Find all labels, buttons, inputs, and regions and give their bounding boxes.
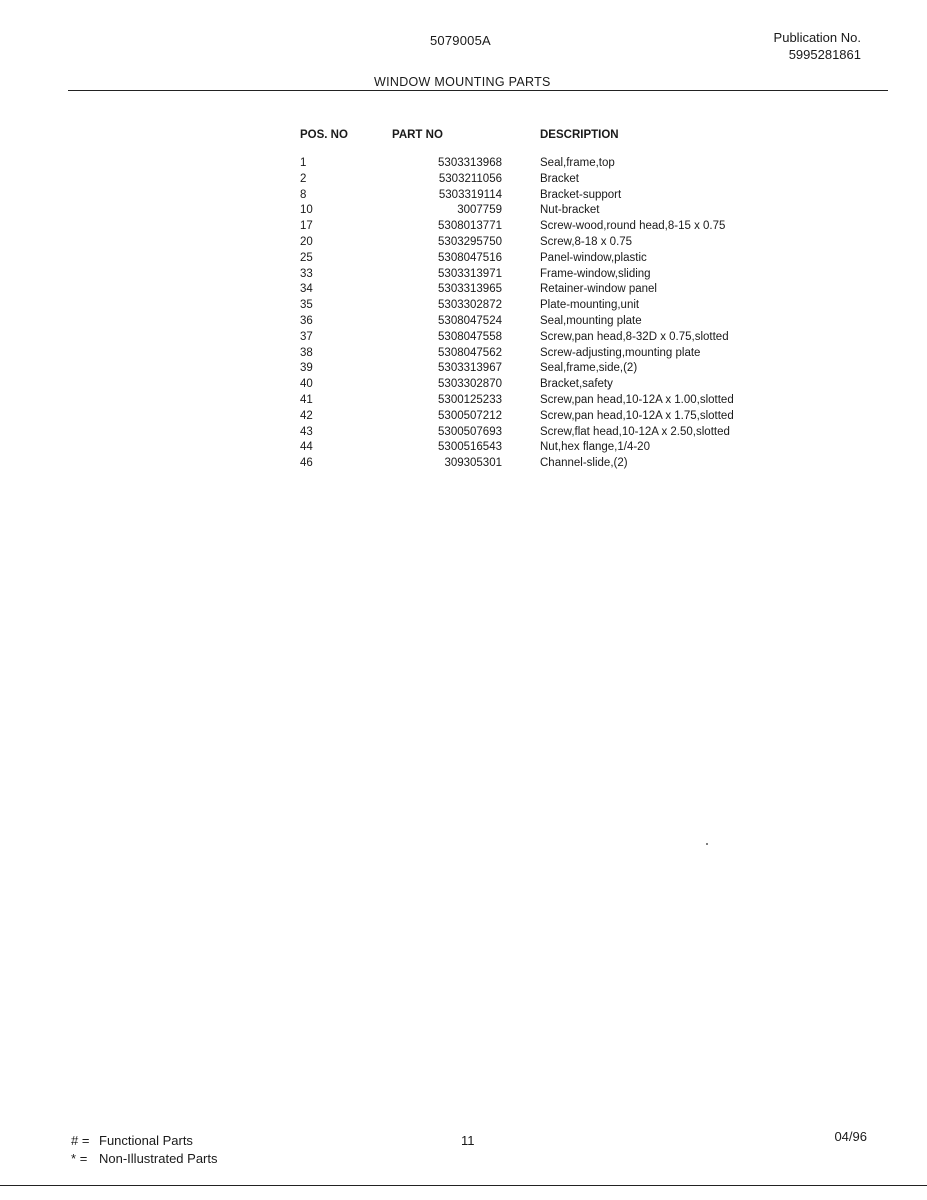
description-cell: Plate-mounting,unit: [540, 299, 640, 312]
part-no-cell: 5308047524: [438, 314, 502, 327]
part-no-cell: 5308013771: [438, 220, 502, 233]
description-cell: Nut-bracket: [540, 204, 600, 217]
table-row: [298, 156, 840, 172]
table-row: [298, 282, 840, 298]
pos-no-cell: 10: [300, 204, 313, 217]
description-cell: Screw-adjusting,mounting plate: [540, 346, 701, 359]
pos-no-cell: 37: [300, 330, 313, 343]
part-no-cell: 5303313968: [438, 157, 502, 169]
pos-no-cell: 17: [300, 220, 313, 233]
legend-symbol-char: *: [71, 1151, 77, 1166]
table-row: [298, 440, 840, 456]
description-cell: Bracket,safety: [540, 378, 613, 391]
legend-equals: =: [81, 1133, 90, 1148]
pos-no-cell: 33: [300, 267, 313, 280]
table-row: [298, 409, 840, 425]
part-no-cell: 5300507212: [438, 409, 502, 422]
table-row: [298, 361, 840, 377]
table-row: [298, 298, 840, 314]
description-cell: Channel-slide,(2): [540, 457, 628, 470]
part-no-cell: 5303319114: [438, 188, 502, 201]
part-no-cell: 3007759: [457, 204, 502, 217]
part-no-cell: 5303313967: [438, 362, 502, 375]
part-no-cell: 5308047562: [438, 346, 502, 359]
pos-no-cell: 39: [300, 362, 313, 375]
description-cell: Screw,pan head,10-12A x 1.75,slotted: [540, 409, 734, 422]
table-row: [298, 188, 840, 204]
pos-no-cell: 8: [300, 188, 307, 201]
part-no-cell: 5303302870: [438, 378, 502, 391]
description-cell: Nut,hex flange,1/4-20: [540, 441, 650, 454]
part-no-cell: 5300507693: [438, 425, 502, 438]
description-cell: Panel-window,plastic: [540, 251, 647, 264]
legend-label: Non-Illustrated Parts: [99, 1151, 218, 1166]
parts-table: [298, 129, 840, 472]
pos-no-cell: 42: [300, 409, 313, 422]
publication-number: 5995281861: [788, 47, 861, 62]
column-header-part-no: PART NO: [392, 129, 443, 141]
footer-divider: [0, 1185, 927, 1186]
part-no-cell: 5303211056: [438, 172, 502, 185]
part-no-cell: 5303302872: [438, 299, 502, 312]
part-no-cell: 309305301: [444, 457, 502, 470]
legend-item-non-illustrated: [71, 1150, 218, 1168]
legend-equals: =: [79, 1151, 88, 1166]
table-row: [298, 393, 840, 409]
table-row: [298, 346, 840, 362]
legend-label: Functional Parts: [99, 1133, 193, 1148]
table-row: [298, 330, 840, 346]
pos-no-cell: 35: [300, 299, 313, 312]
legend: [71, 1132, 218, 1168]
scan-speck: [706, 843, 708, 845]
revision-date: 04/96: [834, 1129, 867, 1144]
table-row: [298, 267, 840, 283]
pos-no-cell: 2: [300, 172, 307, 185]
table-row: [298, 235, 840, 251]
description-cell: Screw,pan head,8-32D x 0.75,slotted: [540, 330, 729, 343]
table-row: [298, 425, 840, 441]
description-cell: Bracket: [540, 172, 579, 185]
pos-no-cell: 38: [300, 346, 313, 359]
column-header-description: DESCRIPTION: [540, 129, 619, 141]
table-row: [298, 456, 840, 472]
part-no-cell: 5303313971: [438, 267, 502, 280]
part-no-cell: 5308047516: [438, 251, 502, 264]
table-row: [298, 314, 840, 330]
description-cell: Frame-window,sliding: [540, 267, 651, 280]
publication-label: Publication No.: [773, 30, 861, 45]
pos-no-cell: 20: [300, 235, 313, 248]
description-cell: Bracket-support: [540, 188, 622, 201]
legend-item-functional: [71, 1132, 218, 1150]
description-cell: Screw,flat head,10-12A x 2.50,slotted: [540, 425, 730, 438]
part-no-cell: 5300125233: [438, 393, 502, 406]
header-divider: [68, 90, 888, 91]
description-cell: Retainer-window panel: [540, 283, 657, 296]
description-cell: Seal,frame,top: [540, 157, 615, 169]
pos-no-cell: 34: [300, 283, 313, 296]
section-title: WINDOW MOUNTING PARTS: [374, 75, 551, 89]
description-cell: Screw,pan head,10-12A x 1.00,slotted: [540, 393, 734, 406]
parts-table-body: [298, 156, 840, 472]
pos-no-cell: 36: [300, 314, 313, 327]
part-no-cell: 5300516543: [438, 441, 502, 454]
part-no-cell: 5303313965: [438, 283, 502, 296]
part-no-cell: 5303295750: [438, 235, 502, 248]
table-row: [298, 251, 840, 267]
model-number: 5079005A: [430, 33, 491, 48]
publication-block: [774, 29, 861, 63]
table-row: [298, 219, 840, 235]
table-row: [298, 203, 840, 219]
pos-no-cell: 41: [300, 393, 313, 406]
description-cell: Screw-wood,round head,8-15 x 0.75: [540, 220, 726, 233]
description-cell: Screw,8-18 x 0.75: [540, 235, 633, 248]
pos-no-cell: 25: [300, 251, 313, 264]
part-no-cell: 5308047558: [438, 330, 502, 343]
pos-no-cell: 43: [300, 425, 313, 438]
legend-symbol-char: #: [71, 1133, 79, 1148]
pos-no-cell: 1: [300, 157, 307, 169]
legend-symbol: [71, 1132, 99, 1150]
table-header-row: [298, 129, 840, 156]
page-number: 11: [461, 1133, 475, 1148]
legend-symbol: [71, 1150, 99, 1168]
column-header-pos-no: POS. NO: [300, 129, 348, 141]
description-cell: Seal,mounting plate: [540, 314, 642, 327]
description-cell: Seal,frame,side,(2): [540, 362, 638, 375]
table-row: [298, 172, 840, 188]
pos-no-cell: 44: [300, 441, 313, 454]
table-row: [298, 377, 840, 393]
pos-no-cell: 40: [300, 378, 313, 391]
pos-no-cell: 46: [300, 457, 313, 470]
